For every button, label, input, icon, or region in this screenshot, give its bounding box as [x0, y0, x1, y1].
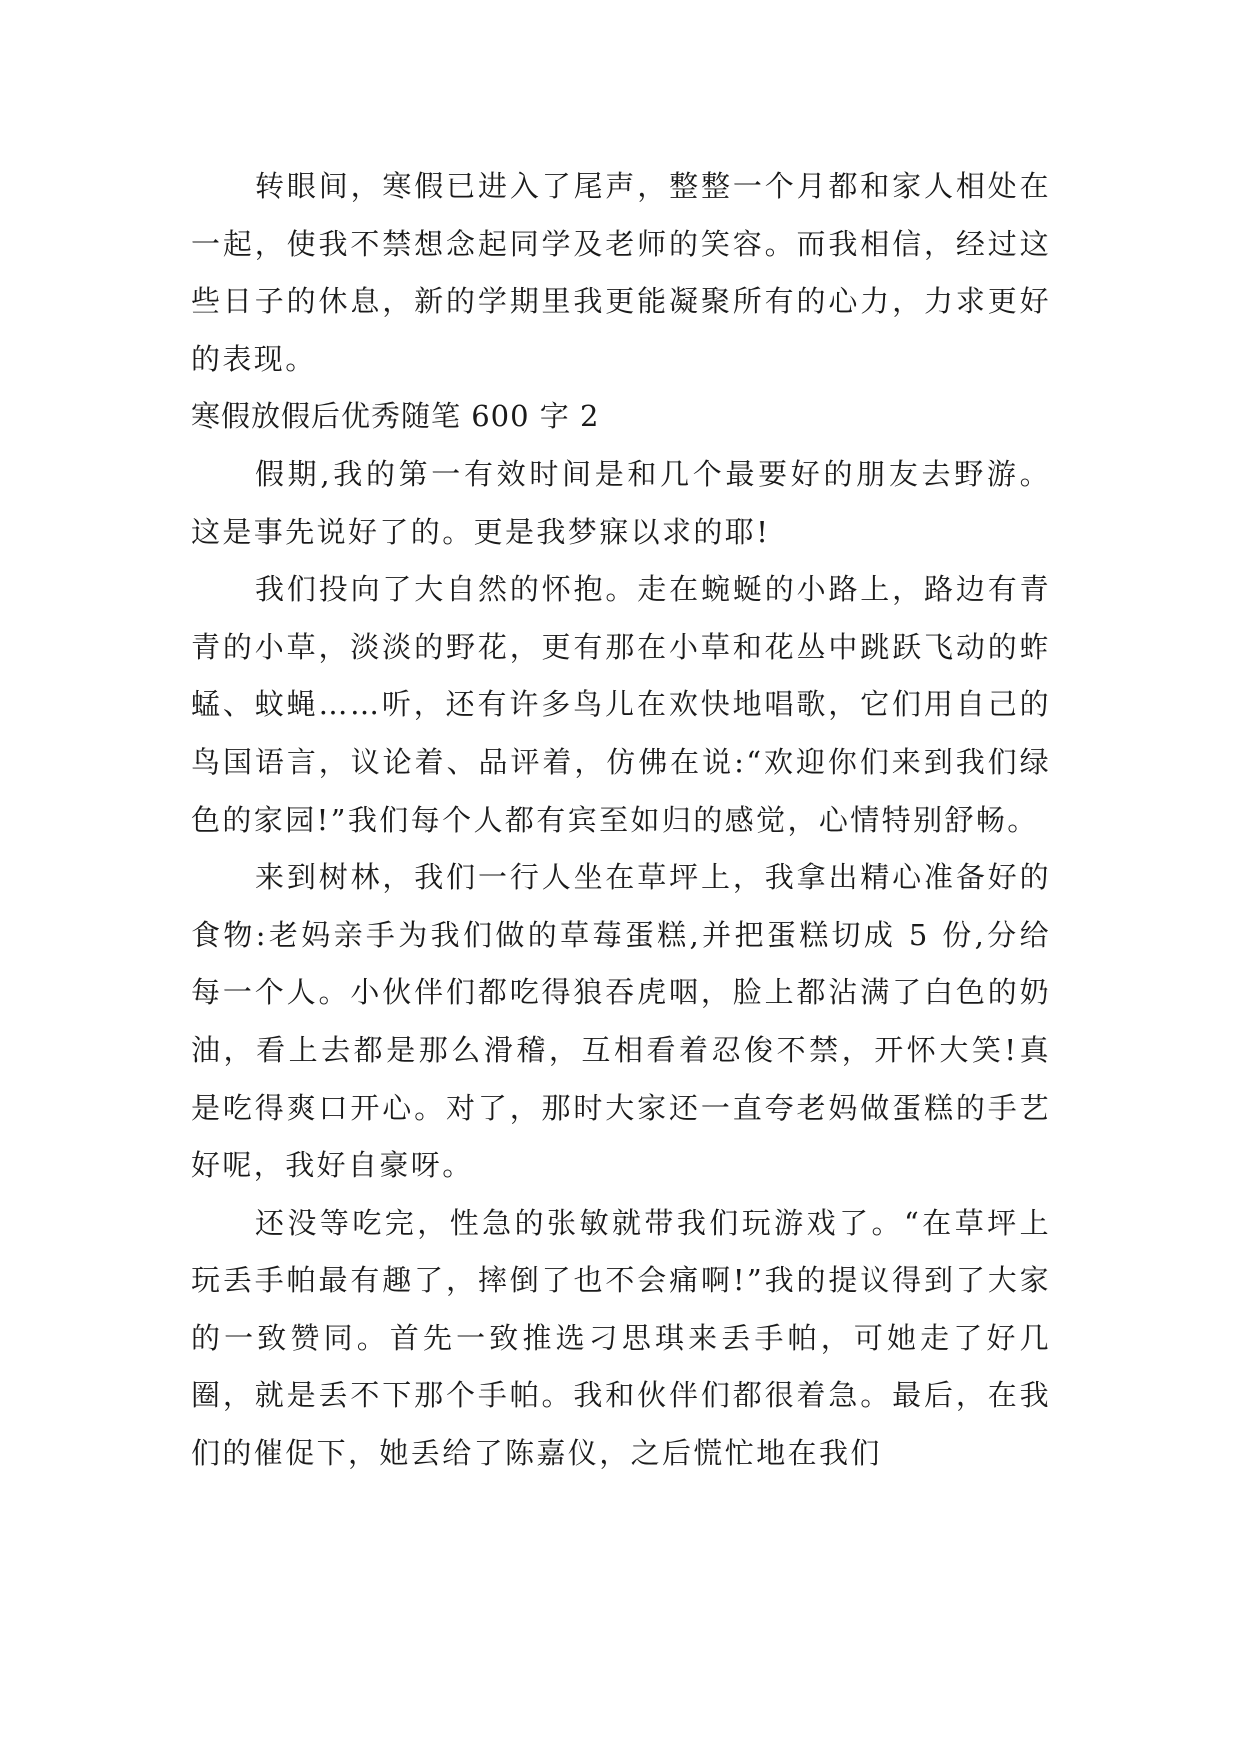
paragraph-game: 还没等吃完，性急的张敏就带我们玩游戏了。“在草坪上玩丢手帕最有趣了，摔倒了也不会痛啊!”我的提议得到了大家的一致赞同。首先一致推选刁思琪来丢手帕，可她走了好几圈，就是丢不下那个手帕。我和伙伴们都很着急。最后，在我们的催促下，她丢给了陈嘉仪，之后慌忙地在我们 [191, 1205, 1051, 1471]
paragraph-nature: 我们投向了大自然的怀抱。走在蜿蜒的小路上，路边有青青的小草，淡淡的野花，更有那在小草和花丛中跳跃飞动的蚱蜢、蚊蝇……听，还有许多鸟儿在欢快地唱歌，它们用自己的鸟国语言，议论着、品评着，仿佛在说:“欢迎你们来到我们绿色的家园!”我们每个人都有宾至如归的感觉，心情特别舒畅。 [191, 572, 1051, 837]
paragraph-picnic: 来到树林，我们一行人坐在草坪上，我拿出精心准备好的食物:老妈亲手为我们做的草莓蛋糕,并把蛋糕切成 5 份,分给每一个人。小伙伴们都吃得狼吞虎咽，脸上都沾满了白色的奶油，看上去都是那么滑稽，互相看着忍俊不禁，开怀大笑!真是吃得爽口开心。对了，那时大家还一直夸老妈做蛋糕的手艺好呢，我好自豪呀。 [191, 860, 1051, 1183]
paragraph-intro: 转眼间，寒假已进入了尾声，整整一个月都和家人相处在一起，使我不禁想念起同学及老师的笑容。而我相信，经过这些日子的休息，新的学期里我更能凝聚所有的心力，力求更好的表现。 [191, 169, 1051, 376]
paragraph-holiday: 假期,我的第一有效时间是和几个最要好的朋友去野游。这是事先说好了的。更是我梦寐以求的耶! [191, 456, 1051, 549]
document-body [191, 158, 1051, 1483]
section-heading: 寒假放假后优秀随笔 600 字 2 [191, 399, 600, 434]
